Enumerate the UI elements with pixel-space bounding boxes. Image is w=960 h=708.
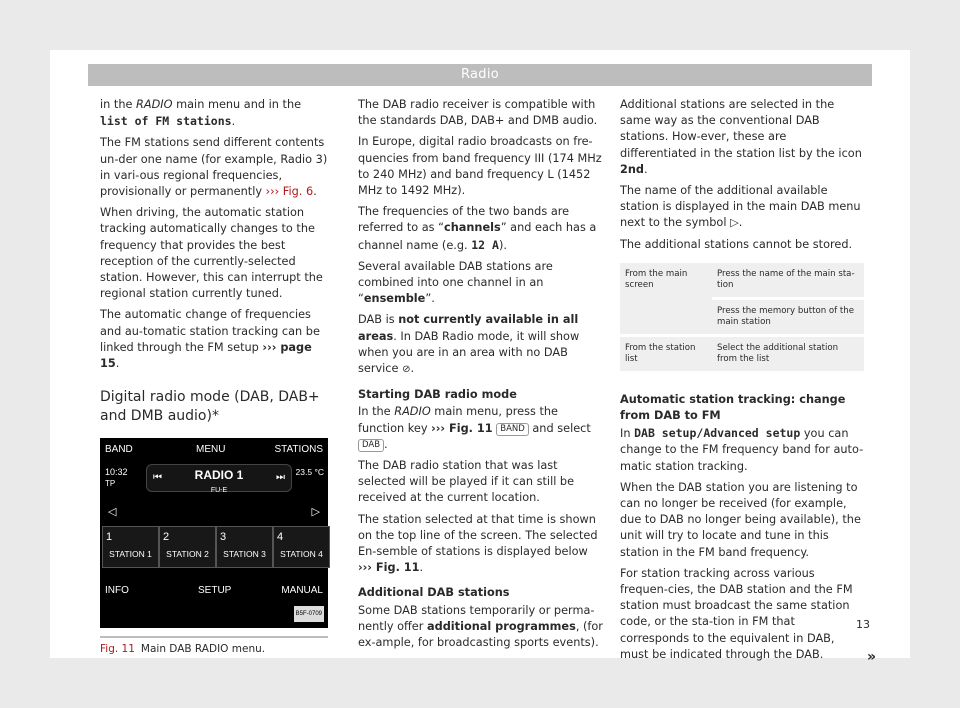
band-key: BAND	[496, 423, 529, 436]
text: ).	[498, 238, 507, 252]
channels-term: channels	[444, 221, 501, 235]
text: The automatic change of frequencies and au-tomatic station tracking can be linked through the FM setup	[100, 308, 320, 354]
figure-reference-link[interactable]: ››› Fig. 11	[358, 561, 420, 575]
radio-station-display	[146, 464, 292, 495]
column-2	[358, 97, 604, 656]
arrow-right-icon: ▷	[311, 506, 320, 519]
paragraph	[100, 135, 330, 200]
text: DAB is	[358, 313, 399, 327]
figure-reference-link[interactable]: ››› Fig. 11	[431, 421, 493, 435]
paragraph: The additional stations cannot be stored.	[620, 237, 853, 251]
table-cell: Select the additional station from the list	[712, 335, 864, 372]
figure-top-bar	[100, 438, 328, 456]
ensemble-term: ensemble	[363, 292, 426, 306]
temperature-label: 23.5 °C	[295, 467, 324, 478]
station-number: 2	[163, 531, 170, 544]
no-dab-service-icon: ⊘	[402, 364, 411, 376]
subheading: Starting DAB radio mode	[358, 388, 517, 402]
column-1	[100, 97, 330, 657]
time-label: 10:32	[105, 467, 128, 478]
text: and select	[528, 421, 591, 435]
paragraph: When the DAB station you are listening to can no longer be received (for example, due to DAB no longer being available), the unit will try to locate and tune in this station in the FM band frequency.	[620, 480, 861, 559]
text: .	[115, 357, 120, 371]
continue-icon: »	[866, 648, 876, 665]
text: In	[620, 427, 635, 441]
menu-label: MENU	[196, 444, 226, 456]
text: ”.	[425, 292, 435, 306]
band-label: BAND	[105, 444, 133, 456]
station-buttons	[102, 526, 326, 568]
figure-reference-link[interactable]: ››› Fig. 6	[265, 185, 314, 199]
text: . In DAB Radio mode, it will show when you are in an area with no DAB service	[358, 329, 580, 376]
station-label: STATION 4	[280, 549, 323, 560]
paragraph: The DAB radio receiver is compatible with the standards DAB, DAB+ and DMB audio.	[358, 98, 598, 128]
channel-example: 12 A	[471, 237, 499, 252]
text: .	[384, 437, 388, 451]
radio-subtitle: FU-E	[210, 487, 228, 495]
tp-label: TP	[105, 479, 116, 489]
table-cell: Press the memory button of the main station	[712, 298, 864, 335]
radio-term: RADIO	[394, 405, 431, 419]
text: Some DAB stations temporarily or perma-nently offer	[358, 603, 595, 633]
section-heading: Digital radio mode (DAB, DAB+ and DMB audio)*	[100, 389, 320, 425]
setup-label: SETUP	[198, 585, 232, 597]
arrow-left-icon: ◁	[108, 506, 117, 519]
text: For station tracking across various frequen-cies, the DAB station and the FM station must broadcast the same station code, or the sta-tion in FM that corresponds to the equivalent in DAB, must be indicated through the DAB.	[620, 566, 853, 661]
subheading: Additional DAB stations	[358, 586, 510, 600]
table-row	[620, 263, 864, 299]
paragraph	[358, 259, 604, 308]
station-label: STATION 1	[109, 549, 152, 560]
table-cell: Press the name of the main sta-tion	[712, 263, 864, 299]
paragraph	[358, 204, 604, 254]
manual-page	[50, 50, 910, 665]
paragraph	[100, 307, 330, 372]
text: main menu, press the function key	[358, 405, 559, 435]
skip-back-icon: ⏮	[153, 472, 162, 484]
dab-radio-screen-figure	[100, 438, 328, 628]
caption-ref: Fig. 11	[100, 643, 135, 656]
text: .	[738, 216, 743, 230]
subheading: Automatic station tracking: change from DAB to FM	[620, 392, 846, 423]
stations-label: STATIONS	[274, 444, 323, 456]
paragraph	[358, 404, 604, 453]
page-reference-link[interactable]: ››› page 15	[100, 340, 312, 371]
paragraph	[620, 425, 864, 475]
station-number: 3	[220, 531, 227, 544]
text: ” and each has a channel name (e.g.	[358, 221, 597, 252]
column-3	[620, 97, 876, 668]
station-number: 1	[106, 531, 113, 544]
station-label: STATION 3	[223, 549, 266, 560]
page-header: Radio	[88, 64, 872, 86]
text: In the	[358, 405, 395, 419]
text: .	[313, 185, 317, 199]
table-cell: From the main screen	[620, 263, 712, 336]
table-cell: From the station list	[620, 335, 712, 372]
paragraph: When driving, the automatic station tracking automatically changes to the frequency that provides the best reception of the currently-selected station. However, this can interrupt the regional station currently tuned.	[100, 206, 323, 301]
text: The name of the additional available station is displayed in the main DAB menu next to the symbol	[620, 184, 861, 230]
station-button	[216, 526, 273, 568]
station-button	[273, 526, 330, 568]
text: in the	[100, 98, 137, 111]
menu-term: list of FM stations	[100, 114, 232, 129]
info-label: INFO	[105, 585, 129, 597]
radio-term: RADIO	[136, 98, 173, 111]
text: .	[644, 162, 648, 176]
figure-status-row	[100, 464, 328, 500]
paragraph	[358, 512, 604, 577]
text: , (for ex-ample, for broadcasting sports events).	[358, 619, 603, 650]
station-selection-table	[620, 263, 864, 374]
text: Several available DAB stations are combined into one channel in an “	[358, 259, 553, 306]
triangle-symbol-icon: ▷	[730, 216, 739, 230]
text: The station selected at that time is shown on the top line of the screen. The selected En-semble of stations is displayed below	[358, 512, 598, 559]
text: .	[410, 362, 415, 376]
text: Additional stations are selected in the same way as the conventional DAB stations. How-ever, these are differentiated in the station list by the icon	[620, 98, 862, 160]
paragraph	[100, 97, 330, 130]
menu-path: DAB setup/Advanced setup	[634, 426, 801, 441]
figure-caption	[100, 636, 328, 657]
figure-bottom-bar	[100, 578, 328, 598]
station-label: STATION 2	[166, 549, 209, 560]
figure-code: B5F-0709	[294, 606, 324, 622]
text: .	[419, 561, 424, 575]
paragraph	[358, 312, 604, 378]
bold-text: not currently available in all areas	[358, 313, 579, 343]
text: The frequencies of the two bands are referred to as “	[358, 205, 570, 235]
dab-key: DAB	[358, 439, 384, 452]
caption-text: Main DAB RADIO menu.	[140, 643, 266, 656]
skip-forward-icon: ⏭	[276, 472, 285, 484]
text: main menu and in the	[172, 98, 302, 111]
text: .	[231, 115, 236, 129]
table-row	[620, 335, 864, 372]
station-button	[102, 526, 159, 568]
paragraph: The DAB radio station that was last selected will be played if it can still be received at the current location.	[358, 459, 575, 505]
station-number: 4	[277, 531, 284, 544]
paragraph	[358, 603, 604, 652]
text: you can change to the FM frequency band for auto-matic station tracking.	[620, 427, 864, 473]
text: The FM stations send different contents un-der one name (for example, Radio 3) in vari-ous regional frequencies, provisionally or permanently	[100, 136, 328, 199]
paragraph: In Europe, digital radio broadcasts on fre-quencies from band frequency III (174 MHz to 240 MHz) and band frequency L (1452 MHz to 1492 MHz).	[358, 135, 602, 198]
manual-label: MANUAL	[281, 585, 323, 597]
station-button	[159, 526, 216, 568]
figure-arrow-row	[100, 502, 328, 526]
paragraph	[620, 183, 864, 232]
second-icon-label: 2nd	[620, 162, 644, 176]
bold-text: additional programmes	[427, 619, 576, 633]
paragraph	[620, 566, 876, 665]
paragraph	[620, 97, 864, 178]
radio-title: RADIO 1	[194, 468, 244, 483]
page-number: 13	[856, 618, 870, 631]
